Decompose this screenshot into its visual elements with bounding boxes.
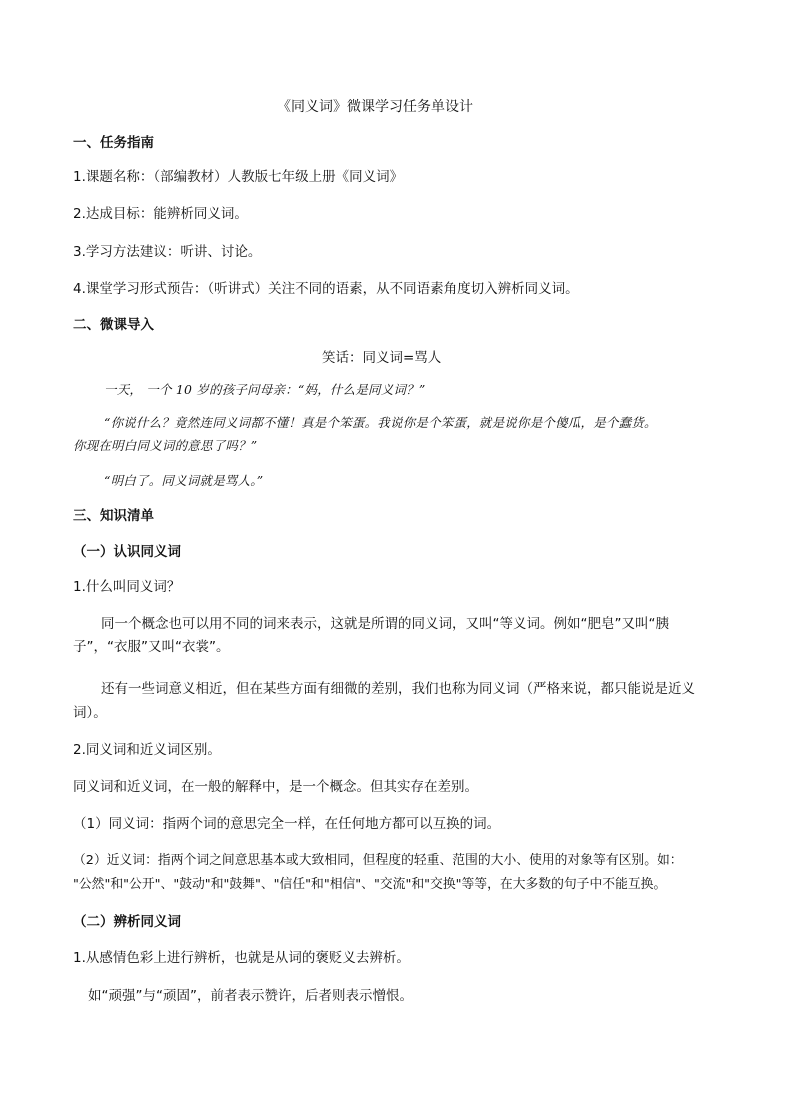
joke-line: “你说什么？竟然连同义词都不懂！真是个笨蛋。我说你是个笨蛋，就是说你是个傻瓜，是个蠢货。 xyxy=(104,415,657,430)
question-difference: 2.同义词和近义词区别。 xyxy=(73,742,221,758)
paragraph-line: 同义词和近义词，在一般的解释中，是一个概念。但其实存在差别。 xyxy=(73,779,478,795)
joke-line: “明白了。同义词就是骂人。” xyxy=(104,473,264,488)
joke-title: 笑话：同义词=骂人 xyxy=(322,350,442,366)
paragraph-line: 词）。 xyxy=(73,705,107,721)
question-what-is-synonym: 1.什么叫同义词？ xyxy=(73,579,181,595)
paragraph-line: 如“顽强”与“顽固”，前者表示赞许，后者则表示憎恨。 xyxy=(88,988,413,1004)
section-heading-knowledge: 三、知识清单 xyxy=(73,508,154,524)
paragraph-line: 还有一些词意义相近，但在某些方面有细微的差别，我们也称为同义词（严格来说，都只能说是近义 xyxy=(101,681,695,697)
item-method: 3.学习方法建议：听讲、讨论。 xyxy=(73,244,262,260)
paragraph-line: （2）近义词：指两个词之间意思基本或大致相同，但程度的轻重、范围的大小、使用的对象等有区别。如： xyxy=(73,853,683,868)
item-course-name: 1.课题名称：（部编教材）人教版七年级上册《同义词》 xyxy=(73,169,404,185)
item-goal: 2.达成目标：能辨析同义词。 xyxy=(73,206,248,222)
section-heading-intro: 二、微课导入 xyxy=(73,317,154,333)
item-form-preview: 4.课堂学习形式预告：（听讲式）关注不同的语素，从不同语素角度切入辨析同义词。 xyxy=(73,281,579,297)
question-emotion: 1.从感情色彩上进行辨析，也就是从词的褒贬义去辨析。 xyxy=(73,950,410,966)
paragraph-line: "公然"和"公开"、"鼓动"和"鼓舞"、"信任"和"相信"、"交流"和"交换"等等，在大多数的句子中不能互换。 xyxy=(73,877,667,892)
paragraph-line: 同一个概念也可以用不同的词来表示，这就是所谓的同义词，又叫“等义词。例如“肥皂”又叫“胰 xyxy=(101,616,669,632)
paragraph-line: （1）同义词：指两个词的意思完全一样，在任何地方都可以互换的词。 xyxy=(73,816,501,832)
section-heading-task-guide: 一、任务指南 xyxy=(73,135,154,151)
subsection-heading-distinguish: （二）辨析同义词 xyxy=(73,914,181,930)
paragraph-line: 子”，“衣服”又叫“衣裳”。 xyxy=(73,639,230,655)
joke-line: 你现在明白同义词的意思了吗？” xyxy=(73,438,258,453)
document-title: 《同义词》微课学习任务单设计 xyxy=(277,99,473,115)
joke-line: 一天， 一个 10 岁的孩子问母亲：“妈，什么是同义词？” xyxy=(104,382,426,397)
subsection-heading-recognize: （一）认识同义词 xyxy=(73,544,181,560)
